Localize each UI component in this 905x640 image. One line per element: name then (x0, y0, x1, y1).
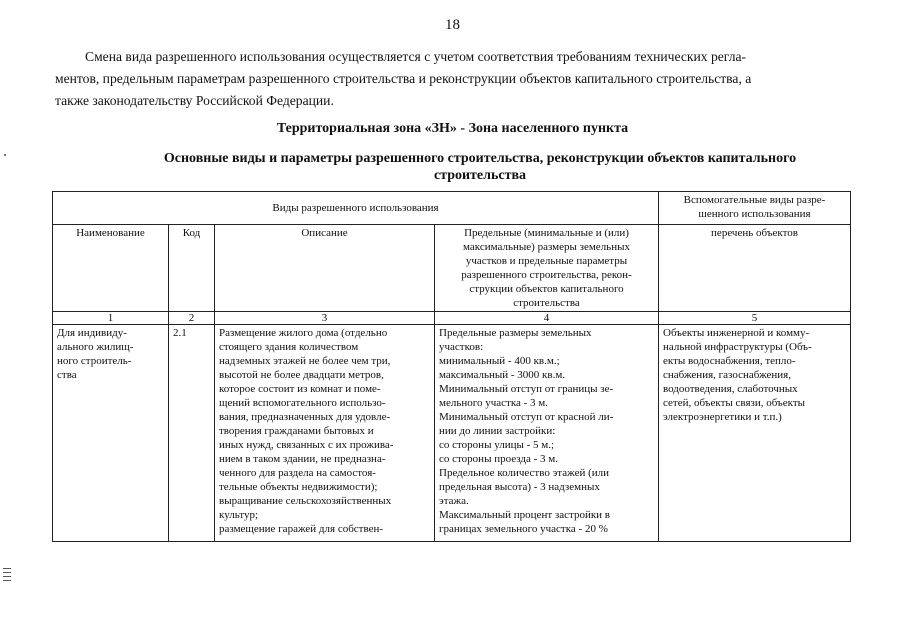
cell-line: снабжения, газоснабжения, (663, 369, 791, 381)
cell-line: Объекты инженерной и комму- (663, 327, 810, 339)
col-header-limits-line: максимальные) размеры земельных (463, 241, 630, 253)
cell-line: границах земельного участка - 20 % (439, 523, 608, 535)
cell-line: сетей, объекты связи, объекты (663, 397, 806, 409)
cell-line: мельного участка - 3 м. (439, 397, 549, 409)
cell-description (215, 325, 435, 542)
col-header-limits-line: разрешенного строительства, рекон- (461, 269, 632, 281)
group-header-aux-line: шенного использования (698, 208, 811, 220)
cell-line: творения гражданами бытовых и (219, 425, 374, 437)
page-number: 18 (445, 17, 460, 33)
cell-line: тельные объекты недвижимости); (219, 481, 378, 493)
cell-line: высотой не более двадцати метров, (219, 369, 384, 381)
col-header-limits (435, 225, 659, 312)
group-header-main: Виды разрешенного использования (53, 192, 659, 225)
cell-line: минимальный - 400 кв.м.; (439, 355, 560, 367)
table-number-row (53, 312, 851, 325)
cell-line: иных нужд, связанных с их прожива- (219, 439, 394, 451)
cell-line: Максимальный процент застройки в (439, 509, 610, 521)
cell-line: екты водоснабжения, тепло- (663, 355, 796, 367)
col-number: 5 (659, 312, 851, 325)
cell-line: культур; (219, 509, 259, 521)
cell-line: Размещение жилого дома (отдельно (219, 327, 388, 339)
cell-line: участков: (439, 341, 484, 353)
cell-line: нальной инфраструктуры (Объ- (663, 341, 812, 353)
cell-line: Минимальный отступ от границы зе- (439, 383, 614, 395)
cell-line: размещение гаражей для собствен- (219, 523, 384, 535)
col-header-name: Наименование (53, 225, 169, 312)
col-header-limits-line: струкции объектов капитального (469, 283, 624, 295)
intro-line: Смена вида разрешенного использования осуществляется с учетом соответствия требованиям технических регла- (85, 49, 747, 64)
cell-objects (659, 325, 851, 542)
cell-line: выращивание сельскохозяйственных (219, 495, 392, 507)
col-header-code: Код (169, 225, 215, 312)
cell-limits (435, 325, 659, 542)
cell-line: которое состоит из комнат и поме- (219, 383, 381, 395)
cell-line: со стороны проезда - 3 м. (439, 453, 558, 465)
col-header-description: Описание (215, 225, 435, 312)
intro-line: также законодательству Российской Федерации. (55, 93, 334, 108)
col-header-limits-line: Предельные (минимальные и (или) (464, 227, 629, 239)
col-number: 1 (53, 312, 169, 325)
col-header-limits-line: строительства (513, 297, 580, 309)
cell-line: предельная высота) - 3 надземных (439, 481, 600, 493)
cell-line: стоящего здания количеством (219, 341, 359, 353)
cell-line: щений вспомогательного использо- (219, 397, 386, 409)
col-number: 3 (215, 312, 435, 325)
table-group-header-row (53, 192, 851, 225)
cell-line: ства (57, 369, 77, 381)
scan-artifact-dot (4, 154, 6, 156)
cell-line: ченного для раздела на самостоя- (219, 467, 376, 479)
col-header-objects: перечень объектов (659, 225, 851, 312)
group-header-aux (659, 192, 851, 225)
table-row (53, 325, 851, 542)
col-header-limits-line: участков и предельные параметры (465, 255, 628, 267)
col-number: 2 (169, 312, 215, 325)
cell-line: надземных этажей не более чем три, (219, 355, 391, 367)
cell-line: Для индивиду- (57, 327, 127, 339)
section-title (115, 150, 845, 184)
cell-line: водоотведения, слаботочных (663, 383, 798, 395)
parameters-table (52, 191, 851, 542)
zone-title: Территориальная зона «ЗН» - Зона населенного пункта (276, 121, 629, 136)
cell-line: ального жилищ- (57, 341, 134, 353)
cell-line: ного строитель- (57, 355, 132, 367)
table-column-header-row (53, 225, 851, 312)
cell-line: этажа. (439, 495, 469, 507)
cell-line: максимальный - 3000 кв.м. (439, 369, 566, 381)
cell-line: Предельное количество этажей (или (439, 467, 610, 479)
cell-line: Минимальный отступ от красной ли- (439, 411, 614, 423)
scan-edge-marks (3, 568, 11, 584)
col-number: 4 (435, 312, 659, 325)
cell-line: Предельные размеры земельных (439, 327, 592, 339)
group-header-aux-line: Вспомогательные виды разре- (683, 194, 826, 206)
cell-line: со стороны улицы - 5 м.; (439, 439, 555, 451)
intro-paragraph (55, 46, 835, 112)
cell-line: вания, предназначенных для удовле- (219, 411, 391, 423)
cell-name (53, 325, 169, 542)
cell-code: 2.1 (169, 325, 215, 542)
cell-line: нии до линии застройки: (439, 425, 556, 437)
cell-line: нием в таком здании, не предназна- (219, 453, 386, 465)
intro-line: ментов, предельным параметрам разрешенного строительства и реконструкции объектов капитального строительства, а (55, 71, 752, 86)
section-title-line: Основные виды и параметры разрешенного строительства, реконструкции объектов капитального (163, 151, 797, 166)
section-title-line: строительства (433, 168, 527, 183)
cell-line: электроэнергетики и т.п.) (663, 411, 782, 423)
